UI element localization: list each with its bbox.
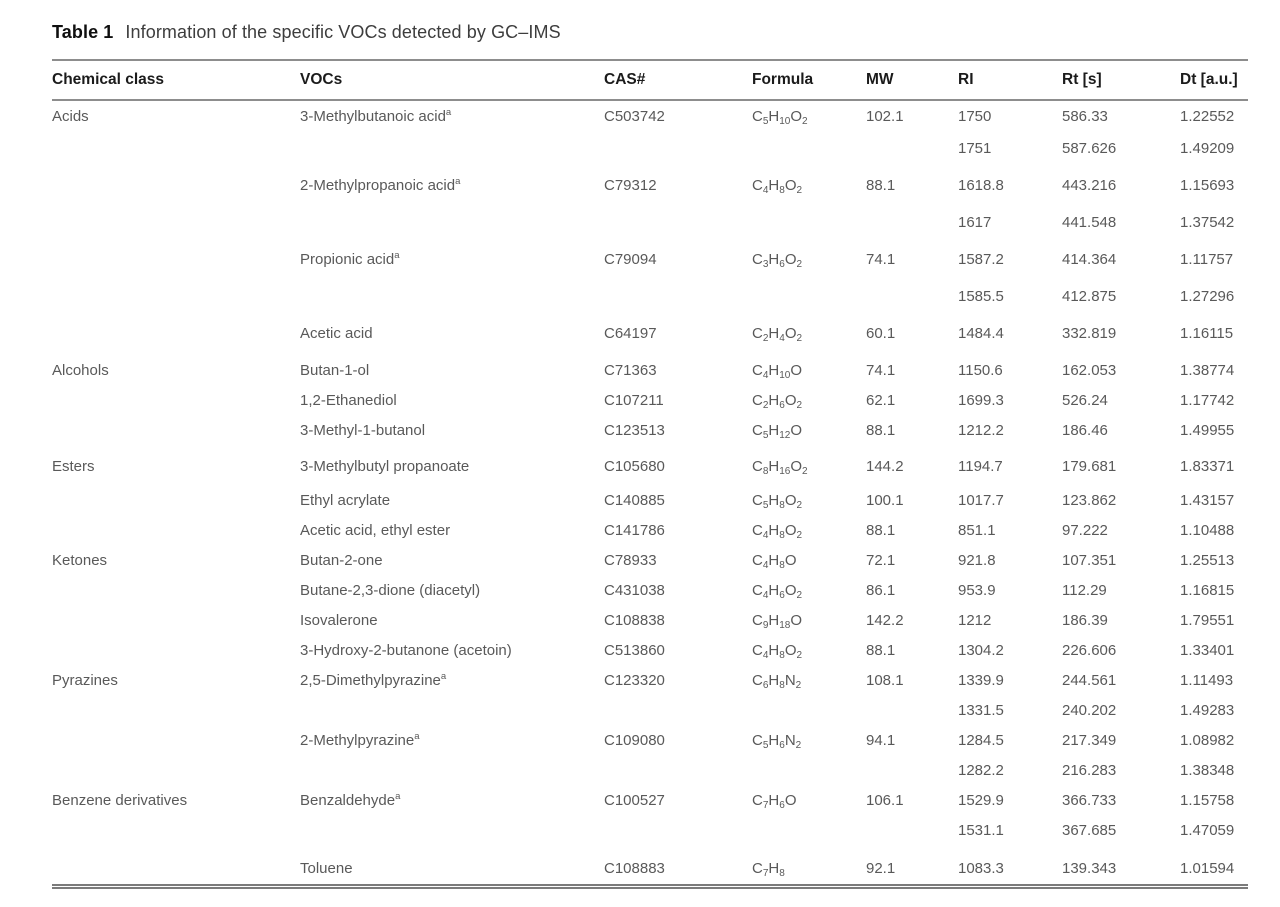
cell-dt: 1.27296 xyxy=(1180,288,1235,305)
column-header-mw: MW xyxy=(866,71,894,88)
cell-rt: 586.33 xyxy=(1062,108,1108,125)
cell-formula: $C_6H_8N_2$ xyxy=(752,672,802,691)
cell-rt: 186.39 xyxy=(1062,612,1108,629)
cell-chem_class xyxy=(52,386,300,416)
cell-formula xyxy=(752,275,866,312)
footnote-marker: a xyxy=(394,250,400,261)
cell-mw: 88.1 xyxy=(866,522,896,539)
voc-table xyxy=(52,59,1248,884)
cell-mw xyxy=(866,132,958,164)
cell-chem_class xyxy=(52,201,300,238)
cell-voc xyxy=(300,275,604,312)
cell-cas xyxy=(604,132,752,164)
column-header-chem_class: Chemical class xyxy=(52,71,165,88)
cell-cas: C79094 xyxy=(604,251,657,268)
cell-voc: Acetic acid, ethyl ester xyxy=(300,522,451,539)
cell-voc: Butan-1-ol xyxy=(300,362,370,379)
cell-voc: 3-Methylbutanoic acid$^a$ xyxy=(300,107,452,125)
cell-chem_class: Esters xyxy=(52,458,95,475)
cell-formula: $C_2H_6O_2$ xyxy=(752,392,803,411)
cell-rt: 162.053 xyxy=(1062,362,1117,379)
cell-chem_class xyxy=(52,846,300,884)
cell-cas: C108883 xyxy=(604,860,665,877)
cell-chem_class xyxy=(52,606,300,636)
cell-mw: 100.1 xyxy=(866,492,904,509)
cell-mw: 72.1 xyxy=(866,552,896,569)
cell-voc: 1,2-Ethanediol xyxy=(300,392,397,409)
cell-ri: 1150.6 xyxy=(958,362,1003,379)
cell-ri: 1339.9 xyxy=(958,672,1004,689)
cell-voc: 2-Methylpyrazine$^a$ xyxy=(300,731,420,749)
cell-mw: 106.1 xyxy=(866,792,904,809)
table-row xyxy=(52,846,1248,884)
column-header-voc: VOCs xyxy=(300,71,343,88)
column-header-dt: Dt [a.u.] xyxy=(1180,71,1238,88)
cell-formula xyxy=(752,816,866,846)
table-row xyxy=(52,636,1248,666)
column-header-cas: CAS# xyxy=(604,71,646,88)
cell-voc: Toluene xyxy=(300,860,353,877)
table-row xyxy=(52,482,1248,516)
cell-rt: 366.733 xyxy=(1062,792,1117,809)
table-row xyxy=(52,132,1248,164)
footnote-marker: a xyxy=(414,731,420,742)
cell-cas: C100527 xyxy=(604,792,665,809)
cell-mw: 102.1 xyxy=(866,108,904,125)
cell-chem_class xyxy=(52,482,300,516)
cell-formula: $C_4H_8O$ xyxy=(752,552,797,571)
cell-rt: 139.343 xyxy=(1062,860,1117,877)
table-row xyxy=(52,164,1248,201)
table-row xyxy=(52,756,1248,786)
cell-rt: 217.349 xyxy=(1062,732,1117,749)
cell-rt: 240.202 xyxy=(1062,702,1117,719)
footnote-marker: a xyxy=(440,671,447,682)
cell-mw: 144.2 xyxy=(866,458,904,475)
cell-rt: 332.819 xyxy=(1062,325,1117,342)
table-row xyxy=(52,275,1248,312)
cell-dt: 1.16115 xyxy=(1180,325,1234,342)
cell-mw xyxy=(866,816,958,846)
cell-mw: 88.1 xyxy=(866,177,896,194)
cell-rt: 179.681 xyxy=(1062,458,1117,475)
cell-chem_class xyxy=(52,726,300,756)
cell-cas: C141786 xyxy=(604,522,665,539)
cell-cas: C105680 xyxy=(604,458,665,475)
cell-formula: $C_7H_8$ xyxy=(752,860,785,879)
cell-chem_class xyxy=(52,516,300,546)
table-row xyxy=(52,726,1248,756)
column-header-formula: Formula xyxy=(752,71,814,88)
cell-rt: 123.862 xyxy=(1062,492,1117,509)
cell-formula: $C_4H_8O_2$ xyxy=(752,177,803,196)
cell-formula: $C_5H_6N_2$ xyxy=(752,732,802,751)
table-row xyxy=(52,446,1248,482)
table-row xyxy=(52,666,1248,696)
cell-rt: 443.216 xyxy=(1062,177,1117,194)
cell-ri: 953.9 xyxy=(958,582,996,599)
cell-rt: 414.364 xyxy=(1062,251,1117,268)
cell-chem_class xyxy=(52,416,300,446)
cell-cas: C123320 xyxy=(604,672,665,689)
cell-dt: 1.49209 xyxy=(1180,140,1235,157)
cell-voc: Butane-2,3-dione (diacetyl) xyxy=(300,582,481,599)
cell-ri: 1618.8 xyxy=(958,177,1004,194)
cell-dt: 1.43157 xyxy=(1180,492,1235,509)
cell-mw: 108.1 xyxy=(866,672,904,689)
table-row xyxy=(52,386,1248,416)
cell-voc: 3-Hydroxy-2-butanone (acetoin) xyxy=(300,642,512,659)
cell-ri: 1751 xyxy=(958,140,992,157)
cell-chem_class: Acids xyxy=(52,108,89,125)
cell-dt: 1.38348 xyxy=(1180,762,1235,779)
cell-dt: 1.11757 xyxy=(1180,251,1234,268)
table-row xyxy=(52,576,1248,606)
cell-voc xyxy=(300,201,604,238)
footnote-marker: a xyxy=(395,791,401,802)
cell-chem_class: Alcohols xyxy=(52,362,109,379)
cell-dt: 1.25513 xyxy=(1180,552,1235,569)
cell-dt: 1.79551 xyxy=(1180,612,1235,629)
cell-dt: 1.10488 xyxy=(1180,522,1235,539)
cell-formula: $C_5H_{10}O_2$ xyxy=(752,108,808,127)
table-row xyxy=(52,416,1248,446)
table-row xyxy=(52,546,1248,576)
cell-dt: 1.49283 xyxy=(1180,702,1235,719)
cell-chem_class xyxy=(52,275,300,312)
cell-ri: 1282.2 xyxy=(958,762,1004,779)
cell-dt: 1.08982 xyxy=(1180,732,1235,749)
cell-ri: 1284.5 xyxy=(958,732,1004,749)
cell-formula: $C_4H_8O_2$ xyxy=(752,522,803,541)
cell-dt: 1.15758 xyxy=(1180,792,1235,809)
table-row xyxy=(52,816,1248,846)
cell-mw xyxy=(866,696,958,726)
cell-voc: Benzaldehyde$^a$ xyxy=(300,791,401,809)
cell-chem_class xyxy=(52,756,300,786)
cell-ri: 1212.2 xyxy=(958,422,1004,439)
column-header-rt: Rt [s] xyxy=(1062,71,1102,88)
cell-rt: 412.875 xyxy=(1062,288,1117,305)
cell-dt: 1.83371 xyxy=(1180,458,1235,475)
cell-mw xyxy=(866,275,958,312)
cell-rt: 244.561 xyxy=(1062,672,1117,689)
cell-ri: 1529.9 xyxy=(958,792,1004,809)
cell-mw: 86.1 xyxy=(866,582,896,599)
cell-cas xyxy=(604,816,752,846)
cell-voc xyxy=(300,816,604,846)
cell-mw: 62.1 xyxy=(866,392,896,409)
cell-rt: 367.685 xyxy=(1062,822,1117,839)
cell-mw: 88.1 xyxy=(866,422,896,439)
cell-mw xyxy=(866,756,958,786)
cell-ri: 1617 xyxy=(958,214,992,231)
cell-mw: 94.1 xyxy=(866,732,896,749)
cell-voc: Butan-2-one xyxy=(300,552,383,569)
cell-chem_class xyxy=(52,636,300,666)
table-row xyxy=(52,349,1248,386)
cell-voc xyxy=(300,696,604,726)
cell-ri: 1194.7 xyxy=(958,458,1003,475)
cell-cas xyxy=(604,696,752,726)
cell-voc: Isovalerone xyxy=(300,612,378,629)
cell-mw: 74.1 xyxy=(866,362,896,379)
footnote-marker: a xyxy=(445,107,452,118)
cell-voc xyxy=(300,132,604,164)
header-row xyxy=(52,60,1248,100)
cell-formula: $C_7H_6O$ xyxy=(752,792,797,811)
cell-voc: 3-Methylbutyl propanoate xyxy=(300,458,470,475)
cell-formula: $C_4H_6O_2$ xyxy=(752,582,803,601)
cell-dt: 1.33401 xyxy=(1180,642,1235,659)
cell-mw xyxy=(866,201,958,238)
cell-formula: $C_4H_8O_2$ xyxy=(752,642,803,661)
cell-cas xyxy=(604,201,752,238)
cell-mw: 60.1 xyxy=(866,325,896,342)
cell-ri: 851.1 xyxy=(958,522,996,539)
cell-chem_class: Benzene derivatives xyxy=(52,792,188,809)
table-row xyxy=(52,312,1248,349)
cell-cas: C79312 xyxy=(604,177,657,194)
cell-rt: 526.24 xyxy=(1062,392,1108,409)
cell-formula: $C_4H_{10}O$ xyxy=(752,362,803,381)
table-row xyxy=(52,238,1248,275)
cell-cas xyxy=(604,275,752,312)
cell-chem_class: Pyrazines xyxy=(52,672,118,689)
cell-ri: 1017.7 xyxy=(958,492,1004,509)
cell-chem_class xyxy=(52,576,300,606)
cell-formula: $C_8H_{16}O_2$ xyxy=(752,458,808,477)
cell-chem_class xyxy=(52,132,300,164)
cell-cas: C513860 xyxy=(604,642,665,659)
cell-mw: 142.2 xyxy=(866,612,904,629)
table-bottom-rule xyxy=(52,884,1248,889)
cell-ri: 1585.5 xyxy=(958,288,1004,305)
cell-chem_class: Ketones xyxy=(52,552,108,569)
table-caption xyxy=(52,22,1248,43)
cell-chem_class xyxy=(52,312,300,349)
cell-cas: C108838 xyxy=(604,612,665,629)
cell-voc: 2-Methylpropanoic acid$^a$ xyxy=(300,176,461,194)
cell-chem_class xyxy=(52,696,300,726)
cell-ri: 1587.2 xyxy=(958,251,1004,268)
cell-cas: C109080 xyxy=(604,732,665,749)
cell-cas: C78933 xyxy=(604,552,657,569)
cell-dt: 1.11493 xyxy=(1180,672,1234,689)
cell-dt: 1.17742 xyxy=(1180,392,1235,409)
cell-rt: 216.283 xyxy=(1062,762,1117,779)
cell-dt: 1.49955 xyxy=(1180,422,1235,439)
cell-formula: $C_5H_{12}O$ xyxy=(752,422,803,441)
cell-voc: 3-Methyl-1-butanol xyxy=(300,422,426,439)
cell-ri: 1083.3 xyxy=(958,860,1004,877)
table-row xyxy=(52,606,1248,636)
cell-formula xyxy=(752,696,866,726)
cell-formula: $C_5H_8O_2$ xyxy=(752,492,803,511)
table-row xyxy=(52,516,1248,546)
cell-dt: 1.38774 xyxy=(1180,362,1235,379)
table-number: Table 1 xyxy=(52,22,114,42)
cell-dt: 1.16815 xyxy=(1180,582,1235,599)
table-row xyxy=(52,201,1248,238)
cell-rt: 97.222 xyxy=(1062,522,1108,539)
cell-voc: Acetic acid xyxy=(300,325,373,342)
cell-rt: 226.606 xyxy=(1062,642,1117,659)
cell-formula xyxy=(752,756,866,786)
cell-dt: 1.15693 xyxy=(1180,177,1235,194)
cell-cas: C71363 xyxy=(604,362,657,379)
cell-cas: C64197 xyxy=(604,325,657,342)
cell-mw: 74.1 xyxy=(866,251,896,268)
cell-ri: 1484.4 xyxy=(958,325,1004,342)
cell-rt: 107.351 xyxy=(1062,552,1117,569)
footnote-marker: a xyxy=(455,176,461,187)
cell-chem_class xyxy=(52,238,300,275)
cell-voc: Propionic acid$^a$ xyxy=(300,250,400,268)
cell-cas: C503742 xyxy=(604,108,665,125)
table-body xyxy=(52,100,1248,884)
cell-ri: 1331.5 xyxy=(958,702,1004,719)
cell-dt: 1.01594 xyxy=(1180,860,1235,877)
cell-formula: $C_2H_4O_2$ xyxy=(752,325,803,344)
cell-rt: 186.46 xyxy=(1062,422,1108,439)
cell-cas: C123513 xyxy=(604,422,665,439)
cell-chem_class xyxy=(52,816,300,846)
cell-dt: 1.37542 xyxy=(1180,214,1235,231)
cell-voc xyxy=(300,756,604,786)
cell-mw: 88.1 xyxy=(866,642,896,659)
cell-ri: 1304.2 xyxy=(958,642,1004,659)
cell-ri: 1212 xyxy=(958,612,992,629)
cell-formula xyxy=(752,132,866,164)
cell-formula xyxy=(752,201,866,238)
cell-rt: 112.29 xyxy=(1062,582,1107,599)
cell-rt: 441.548 xyxy=(1062,214,1117,231)
cell-ri: 1531.1 xyxy=(958,822,1004,839)
column-header-ri: RI xyxy=(958,71,974,88)
cell-voc: Ethyl acrylate xyxy=(300,492,391,509)
cell-ri: 1750 xyxy=(958,108,992,125)
cell-ri: 921.8 xyxy=(958,552,996,569)
cell-cas: C140885 xyxy=(604,492,665,509)
cell-chem_class xyxy=(52,164,300,201)
cell-cas xyxy=(604,756,752,786)
cell-formula: $C_3H_6O_2$ xyxy=(752,251,803,270)
cell-cas: C431038 xyxy=(604,582,665,599)
table-row xyxy=(52,696,1248,726)
cell-voc: 2,5-Dimethylpyrazine$^a$ xyxy=(300,671,447,689)
cell-rt: 587.626 xyxy=(1062,140,1117,157)
table-row xyxy=(52,786,1248,816)
cell-cas: C107211 xyxy=(604,392,664,409)
table-title: Information of the specific VOCs detected by GC–IMS xyxy=(125,22,561,42)
cell-formula: $C_9H_{18}O$ xyxy=(752,612,803,631)
cell-ri: 1699.3 xyxy=(958,392,1004,409)
table-row xyxy=(52,100,1248,132)
cell-dt: 1.22552 xyxy=(1180,108,1235,125)
cell-mw: 92.1 xyxy=(866,860,896,877)
cell-dt: 1.47059 xyxy=(1180,822,1235,839)
